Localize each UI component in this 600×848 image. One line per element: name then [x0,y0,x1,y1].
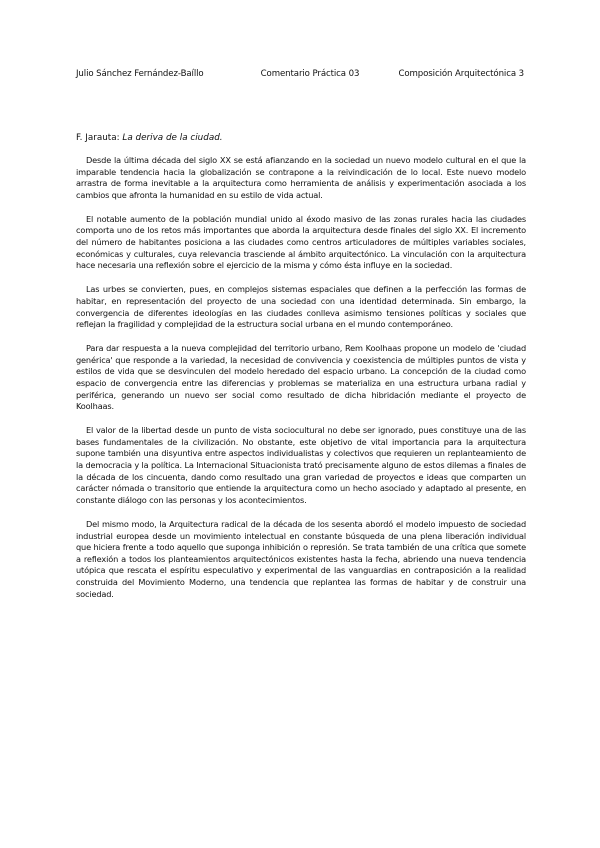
paragraph: Desde la última década del siglo XX se está afianzando en la sociedad un nuevo modelo cultural en el que la imparable tendencia hacia la globalización se contrapone a la reivindicación de lo local. Este nuevo modelo arrastra de forma inevitable a la arquitectura como herramienta de análisis y experimentación asociada a los cambios que afronta la humanidad en su estilo de vida actual. [76,155,526,200]
page-header [76,69,524,79]
paragraph: El notable aumento de la población mundial unido al éxodo masivo de las zonas rurales hacia las ciudades comporta uno de los retos más importantes que aborda la arquitectura desde finales del siglo XX. El incremento del número de habitantes posiciona a las ciudades como centros articuladores de múltiples variables sociales, económicas y culturales, cuya relevancia trasciende al ámbito arquitectónico. La vinculación con la arquitectura hace necesaria una reflexión sobre el ejercicio de la misma y cómo ésta influye en la sociedad. [76,213,526,271]
paragraph: Para dar respuesta a la nueva complejidad del territorio urbano, Rem Koolhaas propone un modelo de 'ciudad genérica' que responde a la variedad, la necesidad de convivencia y coexistencia de múltiples puntos de vista y estilos de vida que se desvinculen del modelo heredado del espacio urbano. La concepción de la ciudad como espacio de convergencia entre las diferencias y problemas se materializa en una estructura urbana radial y periférica, generando un nuevo ser social como resultado de dicha hibridación mediante el proyecto de Koolhaas. [76,343,526,412]
paragraph: Las urbes se convierten, pues, en complejos sistemas espaciales que definen a la perfección las formas de habitar, en representación del proyecto de una sociedad con una identidad determinada. Sin embargo, la convergencia de diferentes ideologías en las ciudades conlleva asimismo tensiones políticas y sociales que reflejan la fragilidad y complejidad de la estructura social urbana en el mundo contemporáneo. [76,284,526,330]
title-work: La deriva de la ciudad. [122,133,223,143]
header-author: Julio Sánchez Fernández-Baíllo [76,69,204,79]
title-author: F. Jarauta: [76,133,120,143]
header-subject: Composición Arquitectónica 3 [398,69,524,79]
document-body [76,155,526,613]
paragraph: Del mismo modo, la Arquitectura radical de la década de los sesenta abordó el modelo impuesto de sociedad industrial europea desde un movimiento intelectual en constante búsqueda de una plena liberación individual que hiciera frente a todo aquello que suponga inhibición o represión. Se trata también de una crítica que somete a reflexión a todos los planteamientos arquitectónicos existentes hasta la fecha, abriendo una nueva tendencia utópica que rescata el espíritu especulativo y experimental de las vanguardias en contraposición a la realidad construida del Movimiento Moderno, una tendencia que replantea las formas de habitar y de construir una sociedad. [76,518,526,599]
header-course: Comentario Práctica 03 [260,69,360,79]
document-title [76,133,223,143]
paragraph: El valor de la libertad desde un punto de vista sociocultural no debe ser ignorado, pues constituye una de las bases fundamentales de la civilización. No obstante, este objetivo de vital importancia para la arquitectura supone también una disyuntiva entre aspectos individualistas y colectivos que requieren un replanteamiento de la democracia y la política. La Internacional Situacionista trató precisamente alguno de estos dilemas a finales de la década de los cincuenta, dando como resultado una gran variedad de proyectos e ideas que comparten un carácter nómada o transitorio que entiende la arquitectura como un hecho asociado y adaptado al presente, en constante diálogo con las personas y los acontecimientos. [76,425,526,505]
